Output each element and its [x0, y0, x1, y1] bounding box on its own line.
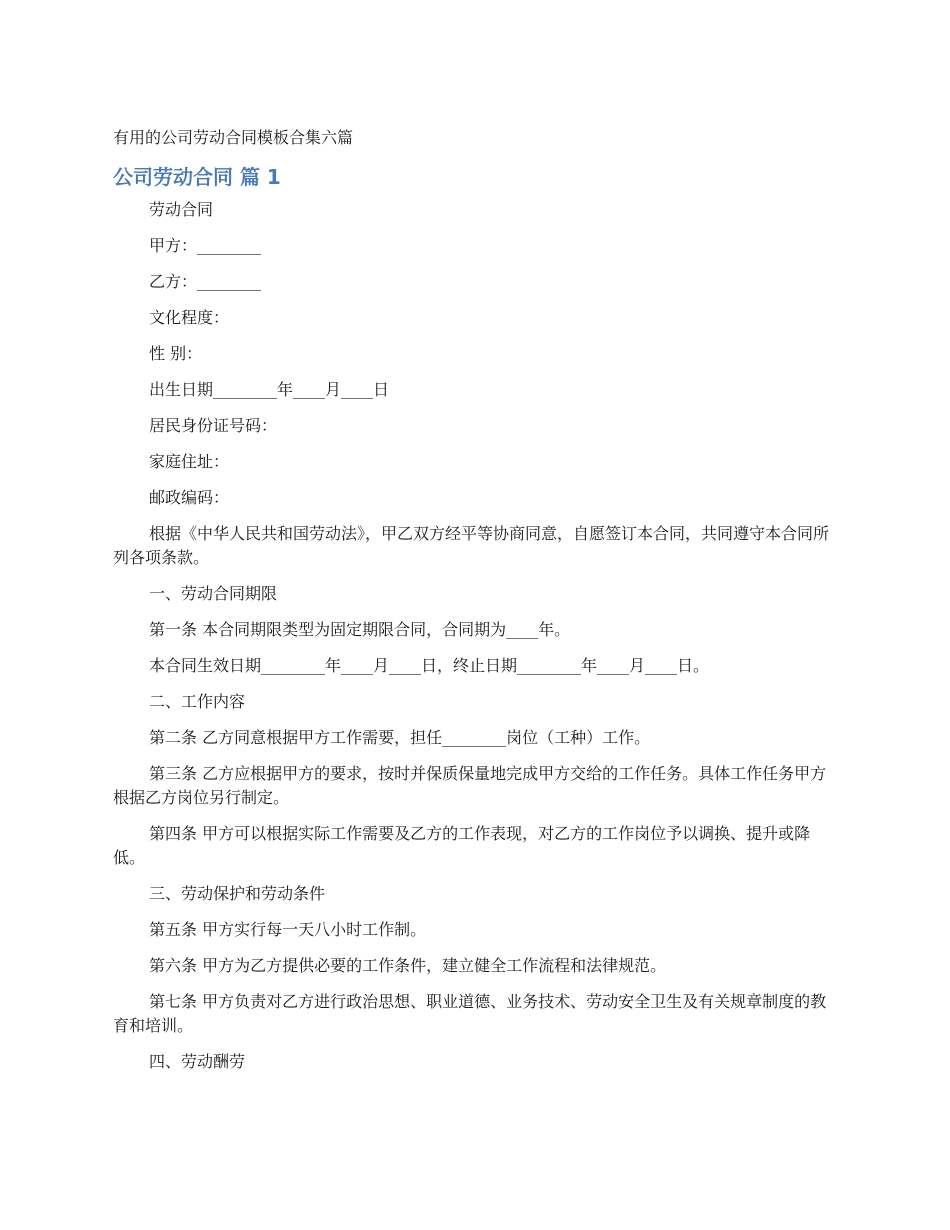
- paragraph-article-7: 第七条 甲方负责对乙方进行政治思想、职业道德、业务技术、劳动安全卫生及有关规章制度的教育和培训。: [113, 992, 827, 1035]
- paragraph-preamble: 根据《中华人民共和国劳动法》，甲乙双方经平等协商同意，自愿签订本合同，共同遵守本合同所列各项条款。: [113, 524, 830, 567]
- paragraph-party-a: 甲方：________: [149, 236, 262, 255]
- paragraph-article-2: 第二条 乙方同意根据甲方工作需要，担任________岗位（工种）工作。: [149, 728, 651, 747]
- paragraph-contract-label: 劳动合同: [149, 200, 214, 219]
- paragraph-home-address: 家庭住址：: [149, 452, 230, 471]
- paragraph-section-3-heading: 三、劳动保护和劳动条件: [149, 884, 326, 903]
- paragraph-article-1: 第一条 本合同期限类型为固定期限合同，合同期为____年。: [149, 620, 571, 639]
- paragraph-party-b: 乙方：________: [149, 272, 262, 291]
- paragraph-gender: 性 别：: [149, 344, 203, 363]
- paragraph-article-5: 第五条 甲方实行每一天八小时工作制。: [149, 920, 427, 939]
- paragraph-article-3: 第三条 乙方应根据甲方的要求，按时并保质保量地完成甲方交给的工作任务。具体工作任务甲方根据乙方岗位另行制定。: [113, 764, 827, 807]
- paragraph-birth-date: 出生日期________年____月____日: [149, 380, 390, 399]
- paragraph-article-6: 第六条 甲方为乙方提供必要的工作条件，建立健全工作流程和法律规范。: [149, 956, 667, 975]
- paragraph-section-1-heading: 一、劳动合同期限: [149, 584, 278, 603]
- paragraph-section-2-heading: 二、工作内容: [149, 692, 246, 711]
- document-title: 有用的公司劳动合同模板合集六篇: [113, 128, 354, 147]
- paragraph-education: 文化程度：: [149, 308, 230, 327]
- paragraph-effective-date: 本合同生效日期________年____月____日，终止日期________年____月____日。: [149, 656, 710, 675]
- paragraph-article-4: 第四条 甲方可以根据实际工作需要及乙方的工作表现，对乙方的工作岗位予以调换、提升或降低。: [113, 824, 811, 867]
- paragraph-id-number: 居民身份证号码：: [149, 416, 278, 435]
- paragraph-section-4-heading: 四、劳动酬劳: [149, 1052, 246, 1071]
- section-heading: 公司劳动合同 篇 1: [113, 165, 281, 189]
- paragraph-postal-code: 邮政编码：: [149, 488, 230, 507]
